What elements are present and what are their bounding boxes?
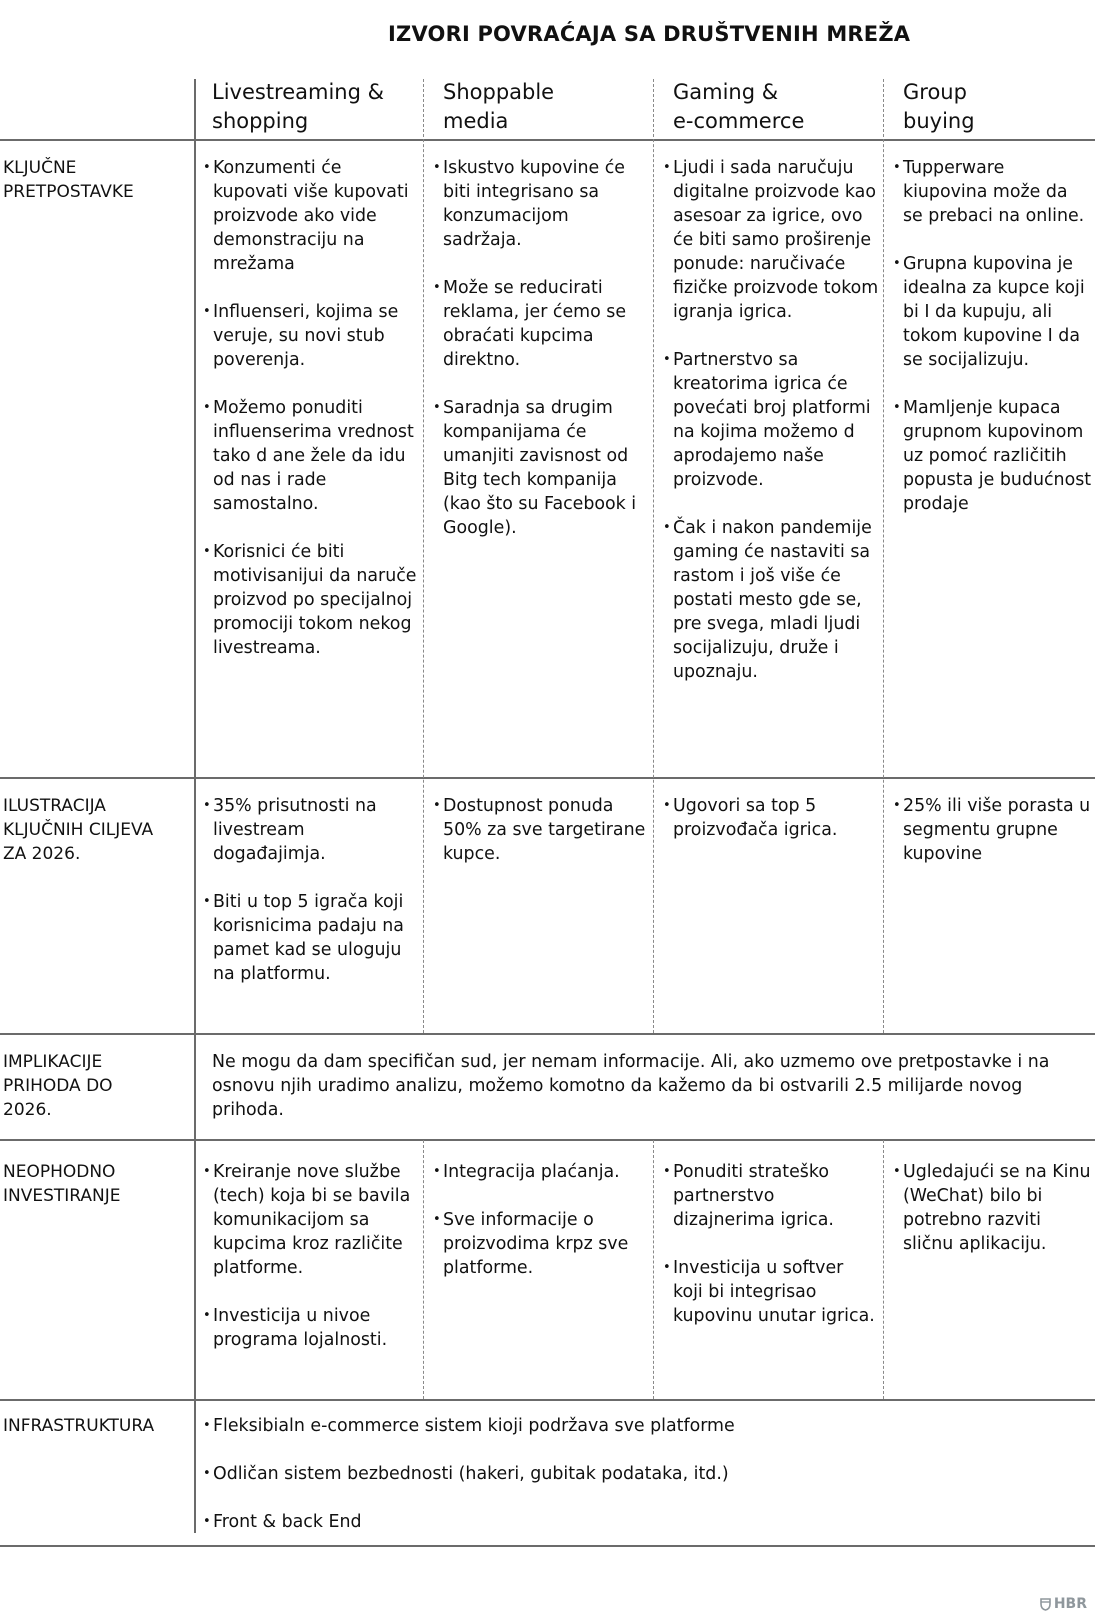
list-item-text: Influenseri, kojima se veruje, su novi stub poverenja. <box>213 302 399 370</box>
bullet-icon: • <box>893 160 901 175</box>
list-item <box>662 348 880 492</box>
bullet-icon: • <box>203 544 211 559</box>
list-item-text: Investicija u nivoe programa lojalnosti. <box>213 1306 388 1350</box>
list-item-text: Mamljenje kupaca grupnom kupovinom uz pomoć različitih popusta je budućnost prodaje <box>903 398 1092 514</box>
list-item-text: Može se reducirati reklama, jer ćemo se obraćati kupcima direktno. <box>443 278 627 370</box>
label-column-divider <box>194 79 196 1533</box>
list-item <box>432 156 650 252</box>
list-item-text: Saradnja sa drugim kompanijama će umanjiti zavisnost od Bitg tech kompanija (kao što su Facebook i Google). <box>443 398 637 538</box>
list-item <box>892 396 1092 516</box>
cell-assumptions-livestreaming <box>202 156 417 660</box>
list-item <box>202 300 417 372</box>
row-label-infrastructure <box>3 1414 154 1438</box>
shield-icon <box>1040 1598 1051 1611</box>
list-item <box>662 516 880 684</box>
column-header-line: Gaming & <box>673 80 779 104</box>
list-item-text: Korisnici će biti motivisanijui da naruče proizvod po specijalnoj promociji tokom nekog livestreama. <box>213 542 417 658</box>
column-divider-1 <box>423 79 424 1033</box>
bullet-icon: • <box>663 520 671 535</box>
column-header-livestreaming <box>212 78 384 136</box>
column-header-line: media <box>443 109 509 133</box>
row-rule-5 <box>0 1545 1095 1547</box>
list-item <box>202 540 417 660</box>
column-header-line: e-commerce <box>673 109 805 133</box>
cell-goals-livestreaming <box>202 794 414 986</box>
bullet-icon: • <box>663 1260 671 1275</box>
column-header-group-buying <box>903 78 975 136</box>
list-item-text: Sve informacije o proizvodima krpz sve platforme. <box>443 1210 629 1278</box>
infrastructure-item <box>202 1414 735 1438</box>
row-label-line: ILUSTRACIJA <box>3 796 106 816</box>
row-rule-1 <box>0 777 1095 779</box>
column-divider-2 <box>653 79 654 1033</box>
bullet-icon: • <box>433 400 441 415</box>
header-rule <box>0 139 1095 141</box>
bullet-icon: • <box>893 256 901 271</box>
row-label-line: PRETPOSTAVKE <box>3 182 134 202</box>
list-item-text: Kreiranje nove službe (tech) koja bi se bavila komunikacijom sa kupcima kroz različite platforme. <box>213 1162 411 1278</box>
list-item <box>202 1160 417 1280</box>
list-item <box>202 890 414 986</box>
list-item <box>432 1160 637 1184</box>
infrastructure-item <box>202 1462 729 1486</box>
list-item <box>202 1304 417 1352</box>
list-item <box>202 156 417 276</box>
list-item <box>892 252 1092 372</box>
bullet-icon: • <box>203 798 211 813</box>
column-header-line: Livestreaming & <box>212 80 384 104</box>
column-header-line: Group <box>903 80 967 104</box>
column-divider-2b <box>653 1140 654 1399</box>
column-divider-1b <box>423 1140 424 1399</box>
bullet-icon: • <box>203 160 211 175</box>
column-header-line: buying <box>903 109 975 133</box>
bullet-icon: • <box>433 1164 441 1179</box>
list-item-text: Partnerstvo sa kreatorima igrica će povećati broj platformi na kojima možemo d aprodajemo naše proizvode. <box>673 350 871 490</box>
list-item-text: Dostupnost ponuda 50% za sve targetirane kupce. <box>443 796 646 864</box>
list-item-text: Ugovori sa top 5 proizvođača igrica. <box>673 796 838 840</box>
row-label-line: PRIHODA DO <box>3 1076 113 1096</box>
revenue-implication-text: Ne mogu da dam specifičan sud, jer nemam informacije. Ali, ako uzmemo ove pretpostavke i na osnovu njih uradimo analizu, možemo komotno da kažemo da bi ostvarili 2.5 milijarde novog prihoda. <box>212 1052 1050 1120</box>
row-rule-2 <box>0 1033 1095 1035</box>
bullet-icon: • <box>203 1164 211 1179</box>
bullet-icon: • <box>433 280 441 295</box>
list-item <box>432 396 650 540</box>
bullet-icon: • <box>893 400 901 415</box>
list-item-text: Fleksibialn e-commerce sistem kioji podržava sve platforme <box>213 1416 735 1436</box>
bullet-icon: • <box>203 1308 211 1323</box>
bullet-icon: • <box>663 798 671 813</box>
row-label-goals <box>3 794 153 866</box>
logo-text: HBR <box>1053 1596 1087 1612</box>
list-item <box>432 794 650 866</box>
row-label-assumptions <box>3 156 134 204</box>
row-label-line: INVESTIRANJE <box>3 1186 121 1206</box>
list-item <box>892 156 1092 228</box>
list-item <box>662 1256 877 1328</box>
bullet-icon: • <box>203 894 211 909</box>
bullet-icon: • <box>433 160 441 175</box>
row-label-line: 2026. <box>3 1100 52 1120</box>
cell-assumptions-shoppable <box>432 156 650 540</box>
row-label-investment <box>3 1160 121 1208</box>
page-title: IZVORI POVRAĆAJA SA DRUŠTVENIH MREŽA <box>388 22 911 46</box>
list-item-text: Tupperware kiupovina može da se prebaci na online. <box>903 158 1085 226</box>
row-rule-3 <box>0 1139 1095 1141</box>
list-item-text: 35% prisutnosti na livestream događajimja. <box>213 796 377 864</box>
row-label-line: ZA 2026. <box>3 844 81 864</box>
bullet-icon: • <box>663 352 671 367</box>
bullet-icon: • <box>663 160 671 175</box>
list-item <box>432 276 650 372</box>
bullet-icon: • <box>433 1212 441 1227</box>
list-item <box>662 156 880 324</box>
list-item <box>202 396 417 516</box>
list-item-text: Ponuditi strateško partnerstvo dizajnerima igrica. <box>673 1162 834 1230</box>
cell-assumptions-gaming <box>662 156 880 684</box>
bullet-icon: • <box>203 1418 211 1433</box>
list-item <box>202 794 414 866</box>
list-item-text: Integracija plaćanja. <box>443 1162 620 1182</box>
list-item-text: Grupna kupovina je idealna za kupce koji bi I da kupuju, ali tokom kupovine I da se socijalizuju. <box>903 254 1085 370</box>
bullet-icon: • <box>203 304 211 319</box>
infrastructure-item <box>202 1510 362 1534</box>
list-item <box>432 1208 637 1280</box>
list-item-text: Možemo ponuditi influenserima vrednost tako d ane žele da idu od nas i rade samostalno. <box>213 398 414 514</box>
row-label-revenue <box>3 1050 113 1122</box>
bullet-icon: • <box>203 1514 211 1529</box>
bullet-icon: • <box>893 798 901 813</box>
row-label-line: KLJUČNE <box>3 158 77 178</box>
row-rule-4 <box>0 1399 1095 1401</box>
cell-goals-group-buying <box>892 794 1092 866</box>
hbr-logo <box>1040 1596 1087 1612</box>
list-item <box>892 1160 1092 1256</box>
cell-goals-shoppable <box>432 794 650 866</box>
list-item-text: Ljudi i sada naručuju digitalne proizvode kao asesoar za igrice, ovo će biti samo proširenje ponude: naručivaće fizičke proizvode tokom igranja igrica. <box>673 158 879 322</box>
column-header-line: Shoppable <box>443 80 555 104</box>
bullet-icon: • <box>203 400 211 415</box>
list-item-text: Čak i nakon pandemije gaming će nastaviti sa rastom i još više će postati mesto gde se, pre svega, mladi ljudi socijalizuju, druže i upoznaju. <box>673 518 872 682</box>
list-item-text: Konzumenti će kupovati više kupovati proizvode ako vide demonstraciju na mrežama <box>213 158 409 274</box>
column-divider-3 <box>883 79 884 1033</box>
row-label-line: KLJUČNIH CILJEVA <box>3 820 154 840</box>
bullet-icon: • <box>893 1164 901 1179</box>
list-item <box>662 1160 877 1232</box>
row-label-line: INFRASTRUKTURA <box>3 1416 155 1436</box>
list-item-text: Investicija u softver koji bi integrisao kupovinu unutar igrica. <box>673 1258 875 1326</box>
cell-investment-shoppable <box>432 1160 637 1280</box>
list-item-text: 25% ili više porasta u segmentu grupne kupovine <box>903 796 1091 864</box>
list-item-text: Iskustvo kupovine će biti integrisano sa konzumacijom sadržaja. <box>443 158 625 250</box>
row-label-line: IMPLIKACIJE <box>3 1052 103 1072</box>
column-divider-3b <box>883 1140 884 1399</box>
bullet-icon: • <box>203 1466 211 1481</box>
list-item-text: Odličan sistem bezbednosti (hakeri, gubitak podataka, itd.) <box>213 1464 729 1484</box>
cell-investment-group-buying <box>892 1160 1092 1256</box>
list-item-text: Front & back End <box>213 1512 362 1532</box>
cell-assumptions-group-buying <box>892 156 1092 516</box>
list-item-text: Biti u top 5 igrača koji korisnicima padaju na pamet kad se uloguju na platformu. <box>213 892 404 984</box>
list-item <box>662 794 880 842</box>
cell-investment-gaming <box>662 1160 877 1328</box>
column-header-gaming <box>673 78 804 136</box>
cell-investment-livestreaming <box>202 1160 417 1352</box>
bullet-icon: • <box>433 798 441 813</box>
cell-goals-gaming <box>662 794 880 842</box>
row-label-line: NEOPHODNO <box>3 1162 116 1182</box>
bullet-icon: • <box>663 1164 671 1179</box>
list-item-text: Ugledajući se na Kinu (WeChat) bilo bi potrebno razviti sličnu aplikaciju. <box>903 1162 1091 1254</box>
list-item <box>892 794 1092 866</box>
column-header-shoppable-media <box>443 78 554 136</box>
column-header-line: shopping <box>212 109 309 133</box>
